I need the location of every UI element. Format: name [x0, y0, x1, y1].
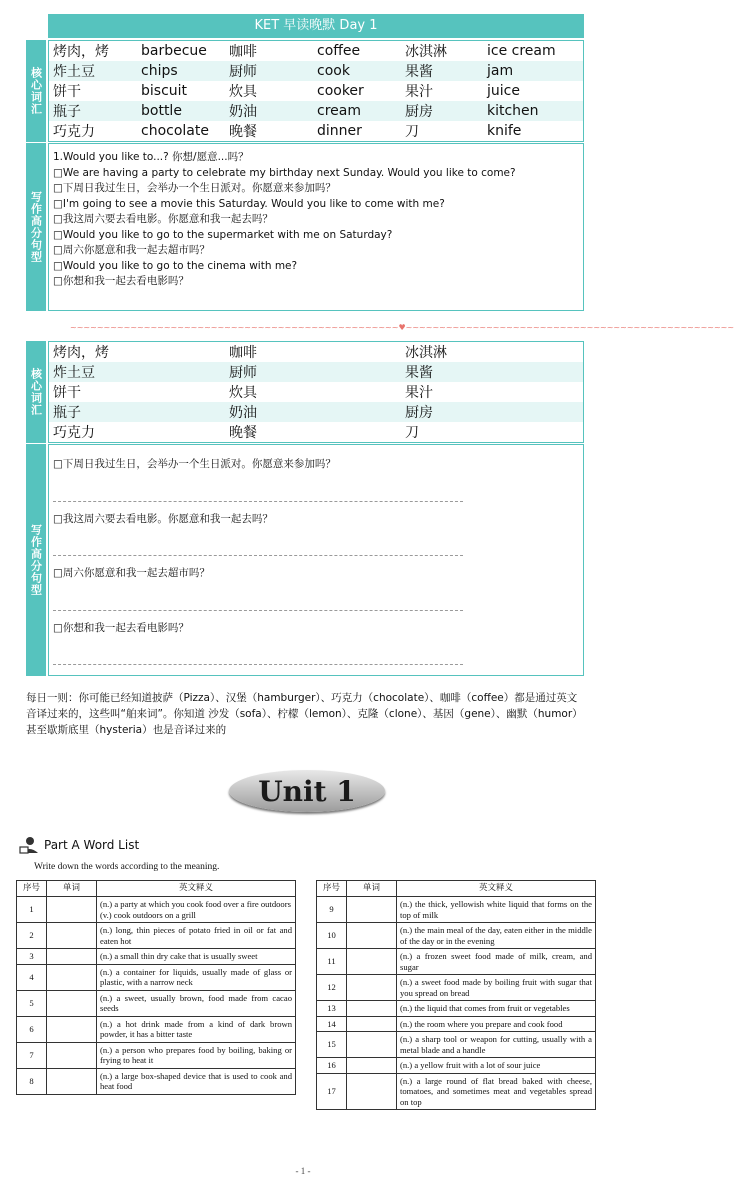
row-number: 11 — [317, 949, 347, 975]
table-row — [317, 1058, 596, 1074]
col-header-definition: 英文释义 — [97, 881, 296, 897]
vocab-english: bottle — [141, 103, 182, 119]
writing-side-tag-2: 写作高分句型 — [26, 444, 46, 676]
word-answer-cell[interactable] — [47, 949, 97, 965]
row-number: 5 — [17, 990, 47, 1016]
definition-cell — [397, 1016, 596, 1032]
practice-prompt: □你想和我一起去看电影吗？ — [53, 621, 189, 634]
word-answer-cell[interactable] — [347, 923, 397, 949]
row-number: 16 — [317, 1058, 347, 1074]
sentence-line: □你想和我一起去看电影吗？ — [53, 275, 189, 287]
table-row — [17, 1016, 296, 1042]
table-row — [17, 1068, 296, 1094]
definition-cell — [97, 949, 296, 965]
definition-cell — [397, 975, 596, 1001]
vocab-chinese: 厨师 — [229, 365, 257, 381]
sentence-line: □Would you like to go to the cinema with me? — [53, 259, 298, 272]
vocab-chinese: 厨房 — [405, 104, 433, 120]
vocab-chinese: 刀 — [405, 124, 419, 140]
col-header-word: 单词 — [347, 881, 397, 897]
instruction-text: Write down the words according to the meaning. — [34, 862, 220, 872]
vocab-practice-table — [48, 341, 584, 443]
word-answer-cell[interactable] — [347, 1073, 397, 1110]
row-number: 14 — [317, 1016, 347, 1032]
definition-line: (n.) a sweet, usually brown, food made from cacao seeds — [100, 992, 292, 1013]
word-answer-cell[interactable] — [347, 1058, 397, 1074]
row-number: 12 — [317, 975, 347, 1001]
definition-line: (n.) long, thin pieces of potato fried in oil or fat and eaten hot — [100, 925, 292, 946]
practice-box — [48, 444, 584, 676]
practice-item — [53, 512, 579, 567]
vocab-chinese: 晚餐 — [229, 124, 257, 140]
reading-person-icon — [18, 835, 40, 855]
practice-item — [53, 566, 579, 621]
part-a-title: Part A Word List — [44, 838, 140, 852]
definition-line: (n.) a container for liquids, usually made of glass or plastic, with a narrow neck — [100, 966, 292, 987]
vocab-side-tag: 核心词汇 — [26, 40, 46, 142]
sentence-line: □We are having a party to celebrate my birthday next Sunday. Would you like to come? — [53, 166, 516, 179]
word-answer-cell[interactable] — [347, 949, 397, 975]
definition-cell — [97, 1068, 296, 1094]
table-row — [17, 964, 296, 990]
row-number: 7 — [17, 1042, 47, 1068]
practice-item — [53, 621, 579, 676]
row-number: 1 — [17, 897, 47, 923]
word-answer-cell[interactable] — [347, 1001, 397, 1017]
row-number: 10 — [317, 923, 347, 949]
sentence-pattern-title: 1.Would you like to...? 你想/愿意...吗？ — [53, 151, 249, 163]
sentence-line: □下周日我过生日，会举办一个生日派对。你愿意来参加吗？ — [53, 182, 336, 194]
vocab-chinese: 奶油 — [229, 405, 257, 421]
vocab-english: jam — [487, 63, 514, 79]
row-number: 13 — [317, 1001, 347, 1017]
sentence-box — [48, 143, 584, 311]
row-number: 6 — [17, 1016, 47, 1042]
sentence-line: □I'm going to see a movie this Saturday. Would you like to come with me? — [53, 197, 445, 210]
daily-tip: 每日一则：你可能已经知道披萨（Pizza）、汉堡（hamburger）、巧克力（chocolate）、咖啡（coffee）都是通过英文音译过来的，这些叫“舶来词”。你知道 沙发（sofa）、柠檬（lemon）、克隆（clone）、基因（gene）、幽默（humor）甚至歇斯底里（hysteria）也是音译过来的 — [26, 692, 583, 736]
word-answer-cell[interactable] — [347, 1032, 397, 1058]
vocab-row — [49, 101, 583, 121]
definition-line: (n.) a large box-shaped device that is used to cook and heat food — [100, 1070, 292, 1091]
practice-item — [53, 457, 579, 512]
vocab-row — [49, 362, 583, 382]
word-answer-cell[interactable] — [47, 1068, 97, 1094]
writing-side-tag: 写作高分句型 — [26, 143, 46, 311]
vocab-chinese: 晚餐 — [229, 425, 257, 441]
definition-line: (n.) a sharp tool or weapon for cutting, usually with a metal blade and a handle — [400, 1034, 592, 1055]
vocab-english: biscuit — [141, 83, 188, 99]
definition-cell — [97, 1016, 296, 1042]
vocab-table — [48, 40, 584, 142]
vocab-chinese: 饼干 — [53, 84, 81, 100]
table-row — [317, 1016, 596, 1032]
vocab-side-tag-2: 核心词汇 — [26, 341, 46, 443]
definition-line: (n.) the liquid that comes from fruit or vegetables — [400, 1003, 570, 1013]
vocab-chinese: 炊具 — [229, 385, 257, 401]
answer-line[interactable] — [53, 664, 463, 665]
definition-line: (n.) a hot drink made from a kind of dark brown powder, it has a bitter taste — [100, 1018, 292, 1039]
vocab-chinese: 奶油 — [229, 104, 257, 120]
definition-cell — [397, 949, 596, 975]
vocab-row — [49, 422, 583, 442]
vocab-chinese: 炸土豆 — [53, 64, 95, 80]
sentence-line: □我这周六要去看电影。你愿意和我一起去吗？ — [53, 213, 273, 225]
word-answer-cell[interactable] — [47, 990, 97, 1016]
part-a-header — [18, 835, 139, 855]
definition-line: (n.) a party at which you cook food over a fire outdoors — [100, 899, 291, 909]
vocab-english: chocolate — [141, 123, 209, 139]
row-number: 4 — [17, 964, 47, 990]
word-answer-cell[interactable] — [347, 1016, 397, 1032]
table-row — [317, 975, 596, 1001]
definition-cell — [97, 964, 296, 990]
vocab-chinese: 咖啡 — [229, 345, 257, 361]
col-header-definition: 英文释义 — [397, 881, 596, 897]
table-row — [17, 1042, 296, 1068]
definition-cell — [397, 1032, 596, 1058]
vocab-english: chips — [141, 63, 178, 79]
vocab-english: knife — [487, 123, 522, 139]
vocab-english: barbecue — [141, 43, 207, 59]
word-answer-cell[interactable] — [47, 964, 97, 990]
sentence-line: □Would you like to go to the supermarket with me on Saturday? — [53, 228, 393, 241]
vocab-chinese: 果汁 — [405, 84, 433, 100]
row-number: 3 — [17, 949, 47, 965]
definition-line: (n.) a person who prepares food by boiling, baking or frying to heat it — [100, 1044, 292, 1065]
row-number: 8 — [17, 1068, 47, 1094]
col-header-no: 序号 — [17, 881, 47, 897]
word-list-table-right — [316, 880, 596, 1110]
table-row — [317, 897, 596, 923]
word-answer-cell[interactable] — [47, 1042, 97, 1068]
word-answer-cell[interactable] — [347, 897, 397, 923]
definition-line: (n.) the thick, yellowish white liquid that forms on the top of milk — [400, 899, 592, 920]
vocab-english: juice — [487, 83, 520, 99]
vocab-chinese: 厨师 — [229, 64, 257, 80]
vocab-chinese: 刀 — [405, 425, 419, 441]
row-number: 15 — [317, 1032, 347, 1058]
vocab-chinese: 炊具 — [229, 84, 257, 100]
practice-prompt: □我这周六要去看电影。你愿意和我一起去吗？ — [53, 512, 273, 525]
definition-cell — [397, 1058, 596, 1074]
definition-line: (n.) a small thin dry cake that is usually sweet — [100, 951, 258, 961]
vocab-chinese: 果汁 — [405, 385, 433, 401]
vocab-row — [49, 121, 583, 141]
table-row — [17, 990, 296, 1016]
definition-cell — [97, 923, 296, 949]
vocab-english: cooker — [317, 83, 364, 99]
vocab-chinese: 饼干 — [53, 385, 81, 401]
word-answer-cell[interactable] — [47, 1016, 97, 1042]
definition-line: (v.) cook outdoors on a grill — [100, 909, 196, 920]
definition-cell — [397, 923, 596, 949]
table-row — [317, 1001, 596, 1017]
sentence-line: □周六你愿意和我一起去超市吗？ — [53, 244, 210, 256]
vocab-row — [49, 41, 583, 61]
vocab-chinese: 炸土豆 — [53, 365, 95, 381]
section-divider: ~~~~~~~~~~~~~~~~~~~~~~~~~~~~~~~~~~~~~~~~~~~~~~~~~♥~~~~~~~~~~~~~~~~~~~~~~~~~~~~~~~~~~~~~~~~~~~~~~~~~ — [70, 323, 734, 332]
vocab-chinese: 咖啡 — [229, 44, 257, 60]
definition-cell — [397, 1001, 596, 1017]
vocab-row — [49, 402, 583, 422]
vocab-row — [49, 61, 583, 81]
vocab-row — [49, 382, 583, 402]
row-number: 17 — [317, 1073, 347, 1110]
vocab-english: dinner — [317, 123, 362, 139]
vocab-english: kitchen — [487, 103, 539, 119]
definition-line: (n.) a sweet food made by boiling fruit with sugar that you spread on bread — [400, 977, 592, 998]
vocab-english: cream — [317, 103, 361, 119]
page-number: - 1 - — [295, 1166, 311, 1176]
vocab-chinese: 巧克力 — [53, 425, 95, 441]
vocab-chinese: 果酱 — [405, 64, 433, 80]
word-answer-cell[interactable] — [47, 897, 97, 923]
vocab-chinese: 烤肉，烤 — [53, 345, 109, 361]
definition-line: (n.) a yellow fruit with a lot of sour juice — [400, 1060, 541, 1070]
vocab-chinese: 瓶子 — [53, 405, 81, 421]
definition-line: (n.) a frozen sweet food made of milk, cream, and sugar — [400, 951, 592, 972]
definition-cell — [97, 897, 296, 923]
table-row — [317, 1032, 596, 1058]
answer-line[interactable] — [53, 610, 463, 611]
table-row — [17, 923, 296, 949]
definition-line: (n.) the room where you prepare and cook food — [400, 1018, 563, 1029]
answer-line[interactable] — [53, 555, 463, 556]
vocab-english: coffee — [317, 43, 361, 59]
row-number: 9 — [317, 897, 347, 923]
vocab-chinese: 冰淇淋 — [405, 345, 447, 361]
vocab-chinese: 厨房 — [405, 405, 433, 421]
table-row — [17, 897, 296, 923]
practice-prompt: □下周日我过生日，会举办一个生日派对。你愿意来参加吗？ — [53, 458, 336, 470]
row-number: 2 — [17, 923, 47, 949]
word-answer-cell[interactable] — [347, 975, 397, 1001]
vocab-english: cook — [317, 63, 350, 79]
vocab-chinese: 巧克力 — [53, 124, 95, 140]
definition-line: (n.) a large round of flat bread baked with cheese, tomatoes, and sometimes meat and vegetables spread on top — [400, 1075, 592, 1107]
vocab-chinese: 冰淇淋 — [405, 44, 447, 60]
vocab-chinese: 果酱 — [405, 365, 433, 381]
unit-title: Unit 1 — [229, 770, 385, 812]
table-row — [317, 923, 596, 949]
definition-cell — [97, 1042, 296, 1068]
vocab-row — [49, 81, 583, 101]
col-header-no: 序号 — [317, 881, 347, 897]
vocab-english: ice cream — [487, 43, 556, 59]
definition-cell — [97, 990, 296, 1016]
word-list-table-left — [16, 880, 296, 1095]
vocab-row — [49, 342, 583, 362]
table-row — [17, 949, 296, 965]
col-header-word: 单词 — [47, 881, 97, 897]
practice-prompt: □周六你愿意和我一起去超市吗？ — [53, 567, 210, 579]
definition-cell — [397, 897, 596, 923]
vocab-chinese: 烤肉，烤 — [53, 44, 109, 60]
table-row — [317, 949, 596, 975]
table-row — [317, 1073, 596, 1110]
word-answer-cell[interactable] — [47, 923, 97, 949]
answer-line[interactable] — [53, 501, 463, 502]
page-banner: KET 早读晚默 Day 1 — [48, 14, 584, 38]
vocab-chinese: 瓶子 — [53, 104, 81, 120]
definition-line: (n.) the main meal of the day, eaten either in the middle of the day or in the evening — [400, 925, 592, 946]
definition-cell — [397, 1073, 596, 1110]
